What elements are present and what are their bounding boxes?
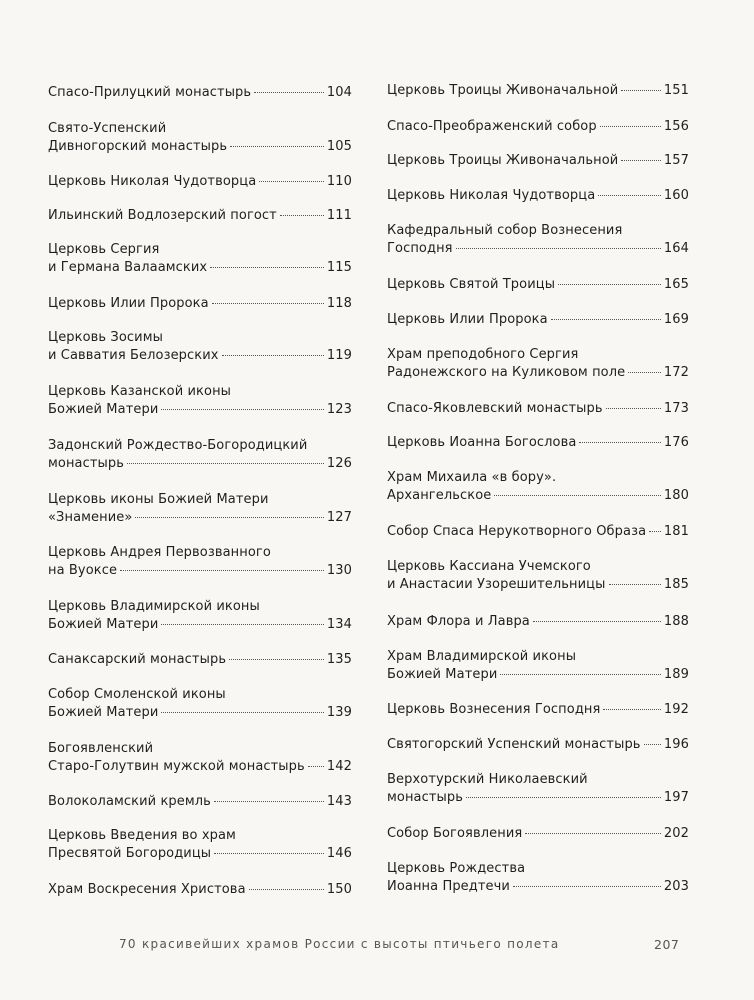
toc-entry [387, 771, 689, 807]
toc-entry [387, 701, 689, 719]
toc-page-number: 130 [326, 563, 352, 578]
toc-page-number: 146 [326, 846, 352, 861]
toc-page-number: 156 [663, 119, 689, 134]
toc-entry-title: Церковь иконы Божией Матери [48, 492, 269, 507]
dot-leader [214, 801, 324, 802]
toc-entry-title: Храм Михаила «в бору». [387, 470, 557, 485]
dot-leader [551, 319, 661, 320]
toc-entry-title: Церковь Кассиана Учемского [387, 559, 591, 574]
toc-page-number: 176 [663, 435, 689, 450]
toc-entry [387, 152, 689, 170]
toc-entry-title: Церковь Вознесения Господня [387, 702, 601, 717]
toc-page-number: 203 [663, 879, 689, 894]
toc-page-number: 196 [663, 737, 689, 752]
dot-leader [533, 621, 661, 622]
toc-entry [48, 651, 352, 669]
toc-entry [387, 523, 689, 541]
toc-entry [48, 437, 352, 473]
dot-leader [161, 712, 324, 713]
toc-entry [48, 241, 352, 277]
toc-entry-title: и Анастасии Узорешительницы [387, 577, 606, 592]
toc-page-number: 197 [663, 790, 689, 805]
dot-leader [212, 303, 324, 304]
toc-entry-title: Богоявленский [48, 741, 154, 756]
dot-leader [120, 570, 324, 571]
toc-entry-title: Божией Матери [48, 402, 159, 417]
toc-entry [387, 825, 689, 843]
dot-leader [161, 409, 324, 410]
toc-page-number: 151 [663, 83, 689, 98]
dot-leader [606, 408, 661, 409]
toc-entry [387, 558, 689, 594]
dot-leader [525, 833, 661, 834]
dot-leader [558, 284, 661, 285]
toc-page-number: 110 [326, 174, 352, 189]
toc-page-number: 143 [326, 794, 352, 809]
toc-entry-title: и Савватия Белозерских [48, 348, 219, 363]
toc-entry [48, 544, 352, 580]
toc-page-number: 104 [326, 85, 352, 100]
toc-entry-title: Господня [387, 241, 453, 256]
toc-page-number: 142 [326, 759, 352, 774]
toc-entry [48, 740, 352, 776]
toc-page-number: 119 [326, 348, 352, 363]
dot-leader [229, 659, 324, 660]
toc-entry-title: Волоколамский кремль [48, 794, 211, 809]
toc-entry-title: Дивногорский монастырь [48, 139, 228, 154]
toc-page-number: 157 [663, 153, 689, 168]
toc-page-number: 150 [326, 882, 352, 897]
toc-entry-title: Ильинский Водлозерский погост [48, 208, 277, 223]
toc-page-number: 173 [663, 401, 689, 416]
dot-leader [579, 442, 660, 443]
toc-entry-title: Церковь Казанской иконы [48, 384, 232, 399]
toc-entry-title: Спасо-Преображенский собор [387, 119, 597, 134]
dot-leader [621, 90, 661, 91]
toc-entry-title: Задонский Рождество-Богородицкий [48, 438, 308, 453]
toc-entry [387, 222, 689, 258]
toc-entry-title: Кафедральный собор Вознесения [387, 223, 623, 238]
toc-entry [48, 173, 352, 191]
toc-entry [387, 276, 689, 294]
toc-entry [48, 329, 352, 365]
dot-leader [600, 126, 661, 127]
dot-leader [644, 744, 661, 745]
toc-entry [387, 736, 689, 754]
toc-entry-title: Божией Матери [48, 705, 159, 720]
toc-page-number: 105 [326, 139, 352, 154]
toc-entry-title: и Германа Валаамских [48, 260, 208, 275]
toc-entry [48, 827, 352, 863]
dot-leader [249, 889, 324, 890]
dot-leader [621, 160, 661, 161]
toc-entry [48, 84, 352, 102]
toc-entry-title: Свято-Успенский [48, 121, 167, 136]
toc-entry-title: Церковь Илии Пророка [387, 312, 548, 327]
toc-page-number: 135 [326, 652, 352, 667]
toc-page-number: 134 [326, 617, 352, 632]
toc-entry-title: Радонежского на Куликовом поле [387, 365, 626, 380]
toc-entry [48, 295, 352, 313]
toc-entry-title: Божией Матери [48, 617, 159, 632]
toc-entry-title: Спасо-Яковлевский монастырь [387, 401, 603, 416]
toc-entry-title: Храм Владимирской иконы [387, 649, 577, 664]
toc-entry-title: монастырь [387, 790, 464, 805]
toc-page-number: 115 [326, 260, 352, 275]
toc-entry [387, 346, 689, 382]
toc-entry-title: Храм Воскресения Христова [48, 882, 246, 897]
dot-leader [127, 463, 324, 464]
toc-entry [387, 311, 689, 329]
dot-leader [456, 248, 661, 249]
toc-entry-title: Верхотурский Николаевский [387, 772, 588, 787]
toc-entry-title: Храм преподобного Сергия [387, 347, 579, 362]
toc-entry-title: Церковь Троицы Живоначальной [387, 153, 619, 168]
toc-page-number: 164 [663, 241, 689, 256]
toc-entry-title: Церковь Николая Чудотворца [48, 174, 257, 189]
toc-entry-title: Собор Смоленской иконы [48, 687, 226, 702]
toc-entry-title: Церковь Иоанна Богослова [387, 435, 577, 450]
toc-page-number: 172 [663, 365, 689, 380]
toc-page-number: 126 [326, 456, 352, 471]
toc-entry [387, 860, 689, 896]
toc-entry-title: Церковь Андрея Первозванного [48, 545, 271, 560]
dot-leader [494, 495, 661, 496]
toc-entry [48, 881, 352, 899]
toc-page-number: 139 [326, 705, 352, 720]
toc-entry [48, 491, 352, 527]
toc-page-number: 188 [663, 614, 689, 629]
toc-entry-title: Святогорский Успенский монастырь [387, 737, 641, 752]
toc-entry-title: на Вуоксе [48, 563, 118, 578]
dot-leader [280, 215, 324, 216]
toc-entry-title: Храм Флора и Лавра [387, 614, 530, 629]
toc-entry-title: Собор Богоявления [387, 826, 523, 841]
toc-page-number: 202 [663, 826, 689, 841]
toc-page-number: 189 [663, 667, 689, 682]
dot-leader [214, 853, 324, 854]
dot-leader [598, 195, 661, 196]
dot-leader [210, 267, 324, 268]
toc-entry-title: Церковь Илии Пророка [48, 296, 209, 311]
toc-entry [48, 120, 352, 156]
dot-leader [259, 181, 324, 182]
dot-leader [603, 709, 660, 710]
toc-page-number: 123 [326, 402, 352, 417]
dot-leader [628, 372, 661, 373]
toc-page-number: 127 [326, 510, 352, 525]
toc-entry-title: Собор Спаса Нерукотворного Образа [387, 524, 647, 539]
toc-entry [48, 207, 352, 225]
toc-page-number: 111 [326, 208, 352, 223]
toc-entry-title: Спасо-Прилуцкий монастырь [48, 85, 252, 100]
dot-leader [230, 146, 324, 147]
dot-leader [222, 355, 324, 356]
toc-entry-title: Церковь Владимирской иконы [48, 599, 260, 614]
toc-page-number: 169 [663, 312, 689, 327]
toc-page-number: 165 [663, 277, 689, 292]
toc-entry [387, 118, 689, 136]
toc-entry-title: Санаксарский монастырь [48, 652, 227, 667]
toc-page-number: 118 [326, 296, 352, 311]
footer-book-title: 70 красивейших храмов России с высоты птичьего полета [119, 937, 560, 951]
toc-entry [387, 400, 689, 418]
dot-leader [254, 92, 324, 93]
toc-entry-title: Церковь Троицы Живоначальной [387, 83, 619, 98]
toc-entry-title: Божией Матери [387, 667, 498, 682]
toc-entry [387, 82, 689, 100]
toc-entry [387, 613, 689, 631]
toc-page-number: 181 [663, 524, 689, 539]
dot-leader [466, 797, 661, 798]
toc-entry-title: Церковь Зосимы [48, 330, 163, 345]
toc-entry-title: Церковь Николая Чудотворца [387, 188, 596, 203]
dot-leader [649, 531, 661, 532]
toc-entry [387, 187, 689, 205]
toc-page-number: 192 [663, 702, 689, 717]
toc-entry-title: Иоанна Предтечи [387, 879, 510, 894]
toc-entry [48, 598, 352, 634]
toc-entry [48, 383, 352, 419]
toc-page-number: 185 [663, 577, 689, 592]
footer-page-number: 207 [654, 937, 680, 952]
toc-entry-title: «Знамение» [48, 510, 133, 525]
toc-page-number: 180 [663, 488, 689, 503]
toc-entry [48, 793, 352, 811]
toc-entry [387, 434, 689, 452]
toc-entry [387, 469, 689, 505]
toc-entry [387, 648, 689, 684]
toc-page-number: 160 [663, 188, 689, 203]
toc-entry-title: Церковь Святой Троицы [387, 277, 556, 292]
toc-entry [48, 686, 352, 722]
toc-entry-title: Старо-Голутвин мужской монастырь [48, 759, 305, 774]
toc-entry-title: Пресвятой Богородицы [48, 846, 212, 861]
dot-leader [513, 886, 661, 887]
toc-entry-title: Церковь Сергия [48, 242, 160, 257]
toc-entry-title: монастырь [48, 456, 125, 471]
toc-entry-title: Архангельское [387, 488, 492, 503]
toc-entry-title: Церковь Введения во храм [48, 828, 236, 843]
dot-leader [609, 584, 661, 585]
dot-leader [308, 766, 324, 767]
dot-leader [135, 517, 323, 518]
dot-leader [161, 624, 324, 625]
dot-leader [500, 674, 661, 675]
toc-entry-title: Церковь Рождества [387, 861, 526, 876]
